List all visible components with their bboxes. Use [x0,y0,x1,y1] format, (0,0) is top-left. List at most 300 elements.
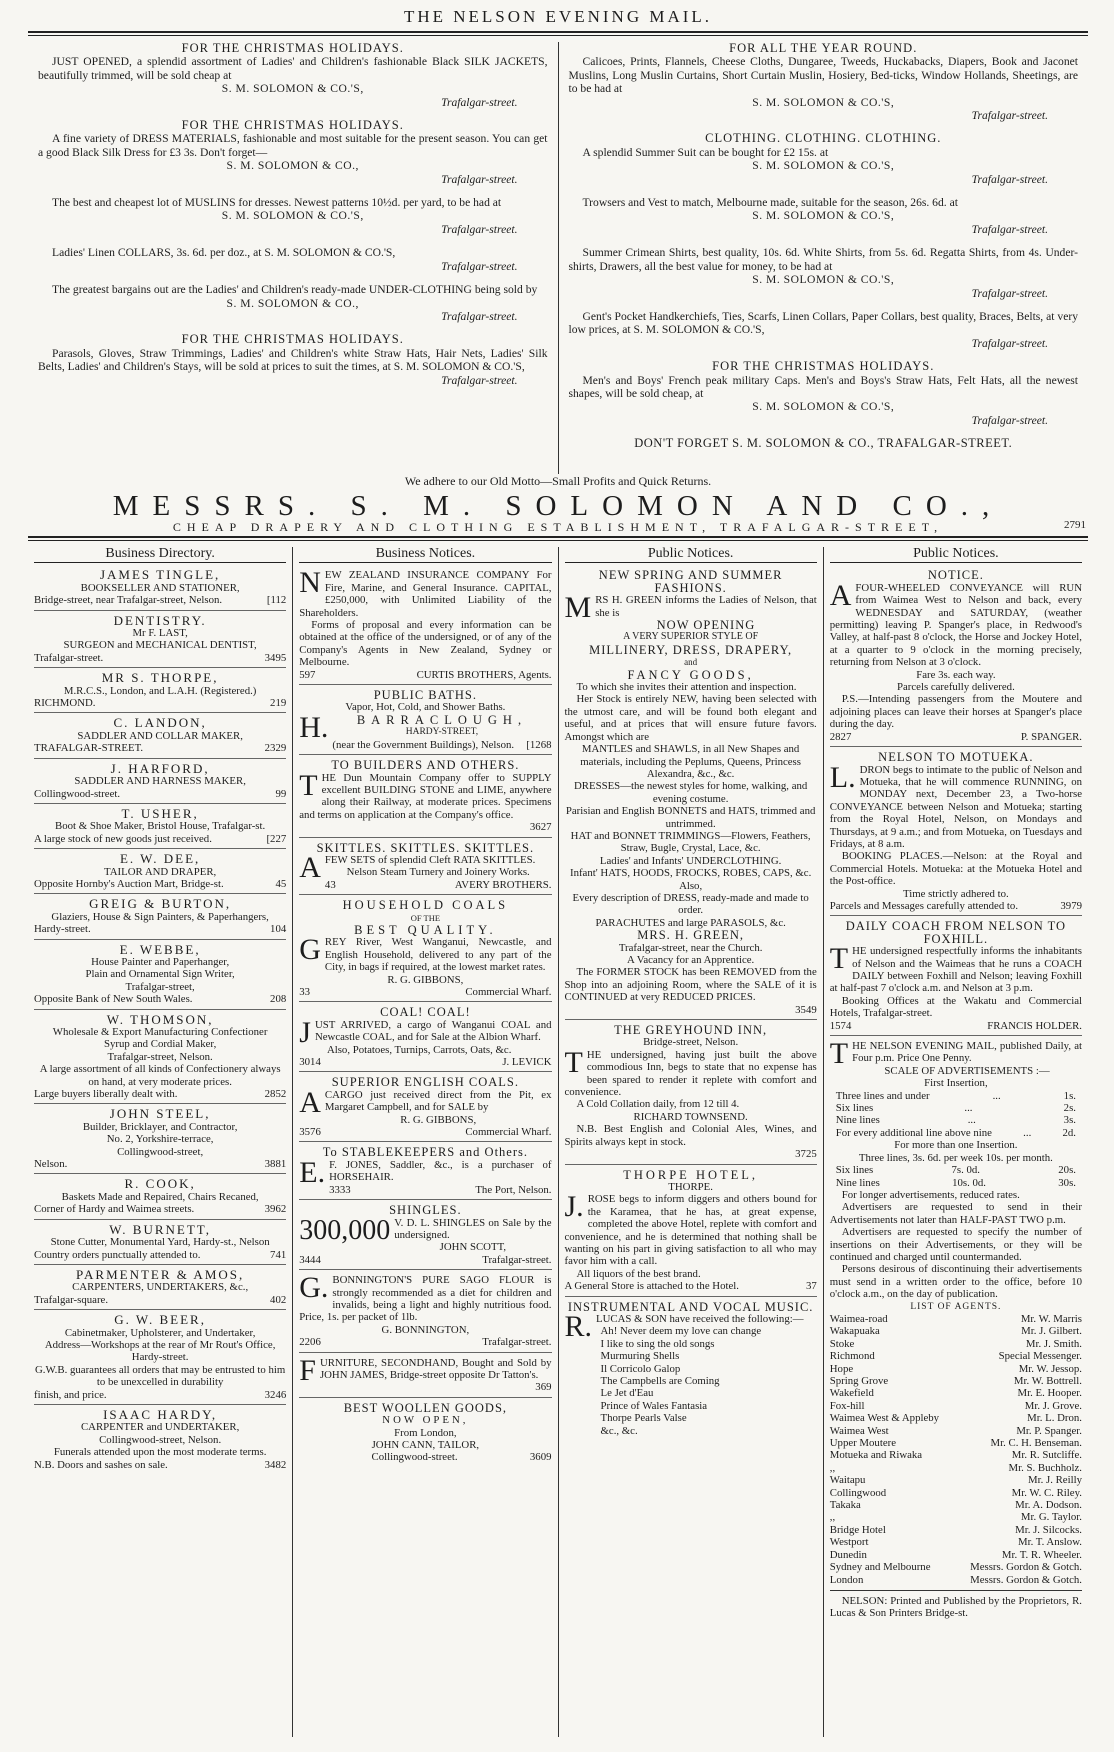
entry-name: T. USHER, [121,805,199,821]
agent-row [830,1363,1082,1375]
agent-name: Mr. J. Reilly [1028,1474,1082,1487]
notice-of: OF THE [410,912,441,923]
agent-name: Mr. A. Dodson. [1015,1499,1082,1512]
fashion-item: Infant' HATS, HOODS, FROCKS, ROBES, CAPS, &c. [569,867,812,880]
entry-ref: 741 [270,1248,287,1261]
entry-line: CARPENTER and UNDERTAKER, [80,1421,240,1434]
notice-ref: 3627 [529,821,552,834]
ad-signature: S. M. SOLOMON & CO.'S, [752,400,895,414]
song-title: Le Jet d'Eau [600,1387,654,1400]
notice-signature: MRS. H. GREEN, [637,928,744,943]
notice-ref: 3014 [299,1056,321,1069]
sago-notice [299,1272,551,1352]
advertisement [38,246,548,273]
notice-title: NELSON TO MOTUEKA. [878,750,1034,765]
entry-foot: Bridge-street, near Trafalgar-street, Nelson. [34,594,223,607]
notice-signature: RICHARD TOWNSEND. [633,1110,748,1123]
skittles-notice [299,840,551,896]
entry-ref: 2329 [264,742,287,755]
drop-cap: N [299,566,321,600]
drop-cap: T [299,768,318,802]
classified-columns [28,547,1088,1737]
notice-body: A General Store is attached to the Hotel. [564,1280,739,1293]
agent-row [830,1487,1082,1499]
entry-name: DENTISTRY. [113,612,207,628]
notice-body: Her Stock is entirely NEW, having been selected with the utmost care, and will be found both elegant and useful, and at prices that will ensure future favors. Amongst which are [564,693,817,743]
agent-place: Hope [829,1362,854,1375]
ad-heading: FOR THE CHRISTMAS HOLIDAYS. [181,42,404,55]
agent-name: Mr. J. Silcocks. [1015,1523,1082,1536]
directory-list [34,567,286,1474]
song-title: Il Corricolo Galop [600,1362,681,1375]
entry-ref: 402 [270,1293,287,1306]
notice-body: Time strictly adhered to. [902,887,1009,900]
ad-signature: S. M. SOLOMON & CO.'S, [221,209,364,223]
notice-body: HE undersigned, having just built the above commodious Inn, begs to state that no expense has been spared to render it replete with comfort and convenience. [564,1048,817,1099]
rate-cell: 20s. [1058,1164,1076,1177]
entry-footer [34,1389,286,1401]
ad-body: Summer Crimean Shirts, best quality, 10s. 6d. White Shirts, from 5s. 6d. Regatta Shirts, from 4s. Under-shirts, Drawers, all the best value for money, to be had at [568,246,1078,273]
agent-name: Mr. G. Taylor. [1020,1511,1082,1524]
notice-body: A Cold Collation daily, from 12 till 4. [576,1098,740,1111]
public-baths-notice [299,687,551,755]
notice-location: Trafalgar-street. [482,1336,552,1349]
entry-footer [34,923,286,935]
agent-name: Mr. J. Gilbert. [1021,1325,1082,1338]
agent-name: Mr. E. Hooper. [1017,1387,1082,1400]
agents-list [830,1313,1082,1586]
household-coals-notice [299,897,551,1002]
rates-table [830,1090,1082,1140]
ad-heading: FOR THE CHRISTMAS HOLIDAYS. [181,332,404,347]
banner-ref: 2791 [1064,519,1086,531]
entry-name: MR S. THORPE, [101,670,219,686]
notice-and: and [684,657,698,668]
notice-body: The FORMER STOCK has been REMOVED from the Shop into an adjoining Room, where the SALE of it is CONTINUED at very REDUCED PRICES. [564,966,817,1004]
ad-signature: S. M. SOLOMON & CO.'S, [221,82,364,96]
notice-goods: MILLINERY, DRESS, DRAPERY, [589,642,793,657]
notice-ref: 33 [299,986,311,998]
rate-row [830,1127,1082,1139]
entry-ref: [112 [266,594,287,607]
agent-name: Mr. J. Grove. [1024,1399,1082,1412]
fashion-item: HAT and BONNET TRIMMINGS—Flowers, Feathers, Straw, Bugle, Crystal, Lace, &c. [570,829,811,855]
notice-body: EW ZEALAND INSURANCE COMPANY For Fire, Marine, and General Insurance. CAPITAL, £250,000, with Unlimited Liability of the Shareholders. [299,569,552,619]
notice-ref: 2206 [299,1336,321,1349]
entry-name: E. WEBBE, [119,941,201,957]
entry-foot: Nelson. [34,1158,68,1171]
entry-line: Collingwood-street, [117,1145,204,1158]
agent-row [830,1449,1082,1461]
notice-ref: 3333 [329,1183,351,1196]
drop-cap: R. [564,1309,593,1343]
notice-title: NEW SPRING AND SUMMER FASHIONS. [598,568,783,595]
notice-signature: R. G. GIBBONS, [400,1113,477,1126]
notice-body: LUCAS & SON have received the following:— [596,1312,804,1325]
agent-row [830,1549,1082,1561]
notice-body: N.B. Best English and Colonial Ales, Wines, and Spirits always kept in stock. [564,1123,817,1148]
agent-name: Mr. P. Spanger. [1016,1424,1082,1437]
entry-foot: Trafalgar-street. [34,651,104,664]
drop-cap: H. [299,710,329,744]
notice-subtitle: First Insertion, [924,1077,988,1090]
notice-body: DRON begs to intimate to the public of Nelson and Motueka, that he will commence RUNNING, on MONDAY next, December 23, a Two-horse CONVEYANCE between Nelson and Motueka; starting from the Royal Hotel, Nelson, on Mondays and Thursdays, at 9 a.m.; and from Motueka, on Tuesdays and Fridays, at 8 a.m. [829,763,1082,850]
song-title: The Campbells are Coming [600,1375,720,1387]
song-title: I like to sing the old songs [600,1337,715,1350]
ad-location: Trafalgar-street. [971,336,1048,350]
notice-fancy: FANCY GOODS, [627,667,754,682]
ad-body: Calicoes, Prints, Flannels, Cheese Cloths, Dungaree, Tweeds, Huckabacks, Diapers, Book and Jaconet Muslins, Long Muslin Curtains, Short Curtain Muslin, Hosiery, Bed-ticks, Window Hollands, Sheetings, are to be had at [568,55,1078,96]
foxhill-coach-notice [830,918,1082,1036]
agent-name: Mr. T. R. Wheeler. [1001,1548,1082,1561]
directory-entry [34,1407,286,1474]
ad-heading: FOR ALL THE YEAR ROUND. [729,42,918,55]
directory-entry [34,942,286,1010]
advertisement [38,196,548,236]
agent-row [830,1338,1082,1350]
directory-entry [34,1312,286,1405]
entry-line: Builder, Bricklayer, and Contractor, [82,1120,238,1133]
fashion-item: Parisian and English BONNETS and HATS, trimmed and untrimmed. [565,805,816,830]
notice-subtitle: NOW OPEN, [382,1414,469,1427]
ad-signature: S. M. SOLOMON & CO., [226,159,359,173]
notice-title: SCALE OF ADVERTISEMENTS :— [884,1064,1050,1077]
notice-body: Parcels carefully delivered. [896,681,1015,694]
notice-title: HOUSEHOLD COALS [342,898,509,913]
ad-location: Trafalgar-street. [971,222,1048,236]
notice-body: REY River, West Wanganui, Newcastle, and English Household, delivered to any part of the City, in bags if required, at the lowest market rates. [324,936,552,974]
ad-location: Trafalgar-street. [441,222,518,236]
music-notice [565,1299,817,1440]
notice-title: THORPE HOTEL, [623,1167,759,1182]
entry-footer [34,1158,286,1170]
ad-body: The greatest bargains out are the Ladies' and Children's ready-made UNDER-CLOTHING being sold by [52,283,538,297]
notice-title: SHINGLES. [389,1203,462,1218]
entry-footer [34,788,286,800]
rate-cell: Nine lines [835,1176,880,1189]
rate-cell: 30s. [1058,1176,1076,1189]
agent-name: Mr. W. C. Riley. [1011,1486,1082,1499]
notice-location: Trafalgar-street. [482,1253,552,1266]
notice-body: Booking Offices at the Wakatu and Commercial Hotels, Trafalgar-street. [829,994,1082,1020]
drop-cap: A [299,1085,321,1119]
notice-location: Commercial Wharf. [465,1126,552,1139]
advertisement [569,196,1079,236]
notice-name: BARRACLOUGH, [356,712,528,727]
agent-place: Dunedin [829,1548,867,1561]
agent-name: Mr. T. Anslow. [1018,1536,1082,1549]
entry-name: ISAAC HARDY, [103,1406,218,1422]
rate-cell: Six lines [835,1102,874,1115]
banner-subtitle: CHEAP DRAPERY AND CLOTHING ESTABLISHMENT, TRAFALGAR-STREET, [172,520,944,534]
entry-footer [34,1203,286,1215]
entry-line: TAILOR AND DRAPER, [104,865,217,878]
entry-name: J. HARFORD, [110,760,210,776]
agents-heading: LIST OF AGENTS. [910,1301,1002,1312]
notice-subtitle: Also, Potatoes, Turnips, Carrots, Oats, &c. [326,1043,512,1056]
entry-ref: 3881 [264,1158,287,1171]
notice-body: BONNINGTON'S PURE SAGO FLOUR is strongly recommended as a diet for children and invalids, being a light and highly nutritious food. Price, 1s. per packet of 1lb. [299,1274,552,1324]
notice-body: FOUR-WHEELED CONVEYANCE will RUN from Waimea West to Nelson and back, every WEDNESDAY and SATURDAY, (weather permitting) leaving P. Spanger's place, in Redwood's Valley, at half-past 8 o'clock, the Horse and Jockey Hotel, at a quarter to 9 o'clock in the morning precisely, returning from Nelson at 3 o'clock. [829,581,1082,669]
agent-name: Messrs. Gordon & Gotch. [970,1573,1082,1586]
notice-title: BEST QUALITY. [354,922,497,937]
builders-notice [299,757,551,837]
directory-entry [34,670,286,713]
agent-place: London [829,1573,864,1586]
notice-signature: FRANCIS HOLDER. [987,1019,1082,1032]
entry-foot: Country orders punctually attended to. [34,1248,201,1261]
entry-foot: finish, and price. [34,1388,107,1401]
notice-ref: 3609 [529,1451,552,1464]
agent-row [830,1425,1082,1437]
notice-signature: P. SPANGER. [1020,730,1082,743]
rate-cell: 1s. [1063,1089,1076,1102]
advertisement [38,283,548,323]
column-heading: Business Notices. [299,547,551,563]
notice-ref: 2827 [829,730,852,743]
drop-cap: G [299,933,321,967]
notice-location: The Port, Nelson. [475,1183,552,1196]
evening-mail-notice [830,1038,1082,1623]
ad-signature: S. M. SOLOMON & CO.'S, [752,209,895,223]
agent-row [830,1574,1082,1586]
directory-entry [34,1176,286,1219]
notice-subtitle: Vapor, Hot, Cold, and Shower Baths. [345,701,506,714]
notice-title: NOTICE. [927,568,984,583]
notice-body: HE undersigned respectfully informs the inhabitants of Nelson and the Waimeas that he runs a COACH DAILY between Foxhill and Nelson; leaving Foxhill at half-past 7 o'clock a.m. and Nelson at 3 p.m. [829,945,1082,995]
entry-footer [34,594,286,606]
entry-foot: Opposite Hornby's Auction Mart, Bridge-st. [34,877,224,890]
agent-place: Waimea West [829,1424,889,1437]
column-heading: Public Notices. [830,547,1082,563]
agent-row [830,1474,1082,1486]
entry-line: CARPENTERS, UNDERTAKERS, &c., [72,1281,249,1294]
drop-cap: T [564,1045,583,1079]
agent-row [830,1536,1082,1548]
ad-heading: FOR THE CHRISTMAS HOLIDAYS. [181,118,404,133]
notice-body: URNITURE, SECONDHAND, Bought and Sold by JOHN JAMES, Bridge-street opposite Dr Tatton's. [319,1356,552,1381]
rate-cell: ... [967,1114,976,1127]
entry-foot: N.B. Doors and sashes on sale. [34,1458,168,1471]
greyhound-inn-notice [565,1022,817,1164]
rate-row [830,1102,1082,1114]
ad-location: Trafalgar-street. [971,172,1048,186]
notice-ref: 1574 [829,1019,852,1032]
drop-cap: T [829,1037,849,1071]
rate-row [830,1164,1082,1176]
entry-footer [34,1088,286,1100]
agent-place: Waimea-road [829,1312,888,1325]
entry-footer [34,1459,286,1471]
notice-location: Collingwood-street. [371,1451,458,1464]
ad-location: Trafalgar-street. [971,109,1048,123]
ad-signature: S. M. SOLOMON & CO., [226,296,359,310]
notice-opening: NOW OPENING [656,618,756,633]
rate-cell: Six lines [835,1164,874,1177]
entry-foot: Large buyers liberally dealt with. [34,1088,178,1101]
entry-line: Wholesale & Export Manufacturing Confectioner [52,1026,268,1038]
agent-row [830,1561,1082,1573]
ad-location: Trafalgar-street. [441,373,518,387]
ad-body: JUST OPENED, a splendid assortment of Ladies' and Children's fashionable Black SILK JACKETS, beautifully trimmed, will be sold cheap at [38,55,548,82]
column-heading: Public Notices. [565,547,817,563]
notice-body: FEW SETS of splendid Cleft RATA SKITTLES. [324,853,536,866]
entry-name: G. W. BEER, [114,1312,206,1328]
notice-body: For longer advertisements, reduced rates. [841,1188,1020,1201]
notice-ref: 597 [299,668,316,681]
coal-notice [299,1004,551,1072]
stablekeepers-notice [299,1144,551,1200]
entry-line: Trafalgar-street, Nelson. [107,1050,213,1063]
agent-place: Waimea West & Appleby [829,1412,940,1425]
entry-ref: 3482 [264,1458,287,1471]
advertisement [38,42,548,109]
notice-body: Advertisers are requested to specify the number of insertions on their Advertisements, or they will be continued and charged until countermanded. [829,1226,1082,1263]
directory-entry [34,806,286,849]
notice-signature: JOHN SCOTT, [439,1241,507,1254]
rate-cell: Nine lines [835,1114,880,1127]
entry-line: House Painter and Paperhanger, [91,955,230,968]
furniture-notice [299,1355,551,1398]
drop-cap: G. [299,1271,329,1305]
rates-table-2 [830,1164,1082,1189]
fashion-item: MANTLES and SHAWLS, in all New Shapes and materials, including the Peplums, Queens, Princess Alexandra, &c., &c. [580,743,801,780]
entry-name: JAMES TINGLE, [99,567,221,583]
notice-body: CARGO just received direct from the Pit, ex Margaret Campbell, and for SALE by [324,1088,552,1114]
notice-signature: JOHN CANN, TAILOR, [371,1439,480,1451]
directory-entry [34,851,286,894]
drop-cap: J [299,1015,311,1049]
entry-name: C. LANDON, [113,715,207,731]
agent-place: Motueka and Riwaka [829,1449,923,1462]
agent-place: Stoke [829,1337,855,1350]
agent-place: Collingwood [829,1486,887,1499]
agent-place: Bridge Hotel [829,1523,886,1536]
entry-footer [34,1294,286,1306]
agent-name: Special Messenger. [998,1350,1082,1363]
banner-title: MESSRS. S. M. SOLOMON AND CO., [112,490,1004,522]
drop-cap: T [829,942,849,976]
ad-signature: S. M. SOLOMON & CO.'S, [752,95,895,109]
notice-ref: [1268 [526,738,552,751]
fashion-item: DRESSES—the newest styles for home, walking, and evening costume. [573,780,808,805]
agent-row [830,1387,1082,1399]
notice-ref: 43 [324,878,336,891]
fashion-item: Ladies' and Infants' UNDERCLOTHING. [599,854,782,867]
ad-body: The best and cheapest lot of MUSLINS for dresses. Newest patterns 10½d. per yard, to be had at [52,196,502,210]
ad-location: Trafalgar-street. [441,259,518,273]
ad-signature: S. M. SOLOMON & CO.'S, [752,159,895,173]
ad-signature: S. M. SOLOMON & CO.'S, [752,273,895,287]
entry-line: Plain and Ornamental Sign Writer, [85,968,235,981]
agent-place: ,, [829,1511,836,1524]
column-heading: Business Directory. [34,547,286,563]
drop-cap: A [299,850,321,884]
directory-entry [34,715,286,758]
agent-place: Waitapu [829,1474,866,1487]
entry-name: PARMENTER & AMOS, [76,1266,245,1282]
advertisement [38,119,548,186]
advertisement [38,333,548,387]
shingles-notice [299,1202,551,1270]
fashion-items [565,743,817,879]
ad-location: Trafalgar-street. [441,309,518,323]
directory-entry [34,1267,286,1310]
public-notices-column-2 [823,547,1088,1737]
ad-location: Trafalgar-street. [441,95,518,109]
notice-location: Commercial Wharf. [465,986,552,998]
song-title: &c., &c. [600,1424,638,1437]
rate-cell: 2d. [1062,1126,1076,1139]
agent-name: Mr. C. H. Benseman. [990,1437,1082,1450]
notice-style: A VERY SUPERIOR STYLE OF [623,631,759,643]
agent-row [830,1375,1082,1387]
entry-ref: 3495 [264,651,287,664]
agent-name: Mr. S. Buchholz. [1008,1461,1082,1474]
notice-body: Advertisers are requested to send in their Advertisements not later than HALF-PAST TWO p.m. [829,1201,1082,1226]
agent-name: Mr. W. Marris [1020,1312,1082,1325]
rate-row [830,1177,1082,1189]
thorpe-hotel-notice [565,1167,817,1297]
top-right-column [558,42,1089,474]
notice-body: V. D. L. SHINGLES on Sale by the undersigned. [394,1216,552,1241]
notice-body: All liquors of the best brand. [576,1267,701,1280]
entry-line: Stone Cutter, Monumental Yard, Hardy-st., Nelson [50,1236,270,1249]
entry-ref: [227 [266,832,287,845]
business-notices-column [292,547,557,1737]
entry-footer [34,878,286,890]
ad-location: Trafalgar-street. [971,286,1048,300]
notice-title: PUBLIC BATHS. [373,688,478,703]
entry-line: Collingwood-street, Nelson. [99,1433,222,1446]
advertisement [569,132,1079,186]
notice-body: Forms of proposal and every information can be obtained at the office of the undersigned, or of any of the Company's Agents in New Zealand, Sydney or Melbourne. [299,619,552,669]
dont-forget-line: DON'T FORGET S. M. SOLOMON & CO., TRAFALGAR-STREET. [634,436,1013,451]
top-advertisements [28,42,1088,474]
notice-title: SUPERIOR ENGLISH COALS. [331,1075,519,1090]
entry-line: No. 2, Yorkshire-terrace, [106,1133,214,1146]
agent-place: Richmond [829,1350,875,1363]
entry-line: M.R.C.S., London, and L.A.H. (Registered.) [63,684,257,697]
agent-place: Upper Moutere [829,1437,897,1450]
notice-ref: 3444 [299,1253,321,1266]
directory-entry [34,567,286,610]
notice-body: ROSE begs to inform diggers and others bound for the Karamea, that he has, at great expense, completed the above Hotel, replete with comfort and convenience, and he is determined that nothing shall be wanting on his part in giving satisfaction to all who may favor him with a call. [564,1193,817,1268]
drop-cap: E. [299,1155,326,1189]
entry-line: Baskets Made and Repaired, Chairs Recaned, [61,1190,259,1203]
rate-cell: 3s. [1063,1114,1076,1127]
entry-ref: 2852 [264,1088,287,1101]
notice-body: P.S.—Intending passengers from the Moutere and adjoining places can leave their horses at Spanger's place during the day. [829,693,1082,731]
entry-line: Syrup and Cordial Maker, [103,1038,217,1051]
directory-entry [34,761,286,804]
entry-line: SURGEON and MECHANICAL DENTIST, [63,639,257,652]
rate-cell: 7s. 0d. [951,1164,981,1177]
motueka-notice [830,749,1082,916]
directory-entry [34,1012,286,1105]
rate-cell: ... [992,1089,1001,1102]
entry-ref: 99 [275,787,287,800]
rate-cell: Three lines and under [835,1089,930,1102]
entry-footer [34,1249,286,1261]
entry-name: GREIG & BURTON, [89,896,232,912]
agent-name: Mr. W. Jessop. [1018,1362,1082,1375]
notice-title: INSTRUMENTAL AND VOCAL MUSIC. [567,1299,814,1314]
advertisement [569,246,1079,300]
entry-foot: A large stock of new goods just received. [34,832,212,845]
notice-body: Every description of DRESS, ready-made and made to order. [572,891,809,917]
notice-signature: AVERY BROTHERS. [454,878,552,891]
